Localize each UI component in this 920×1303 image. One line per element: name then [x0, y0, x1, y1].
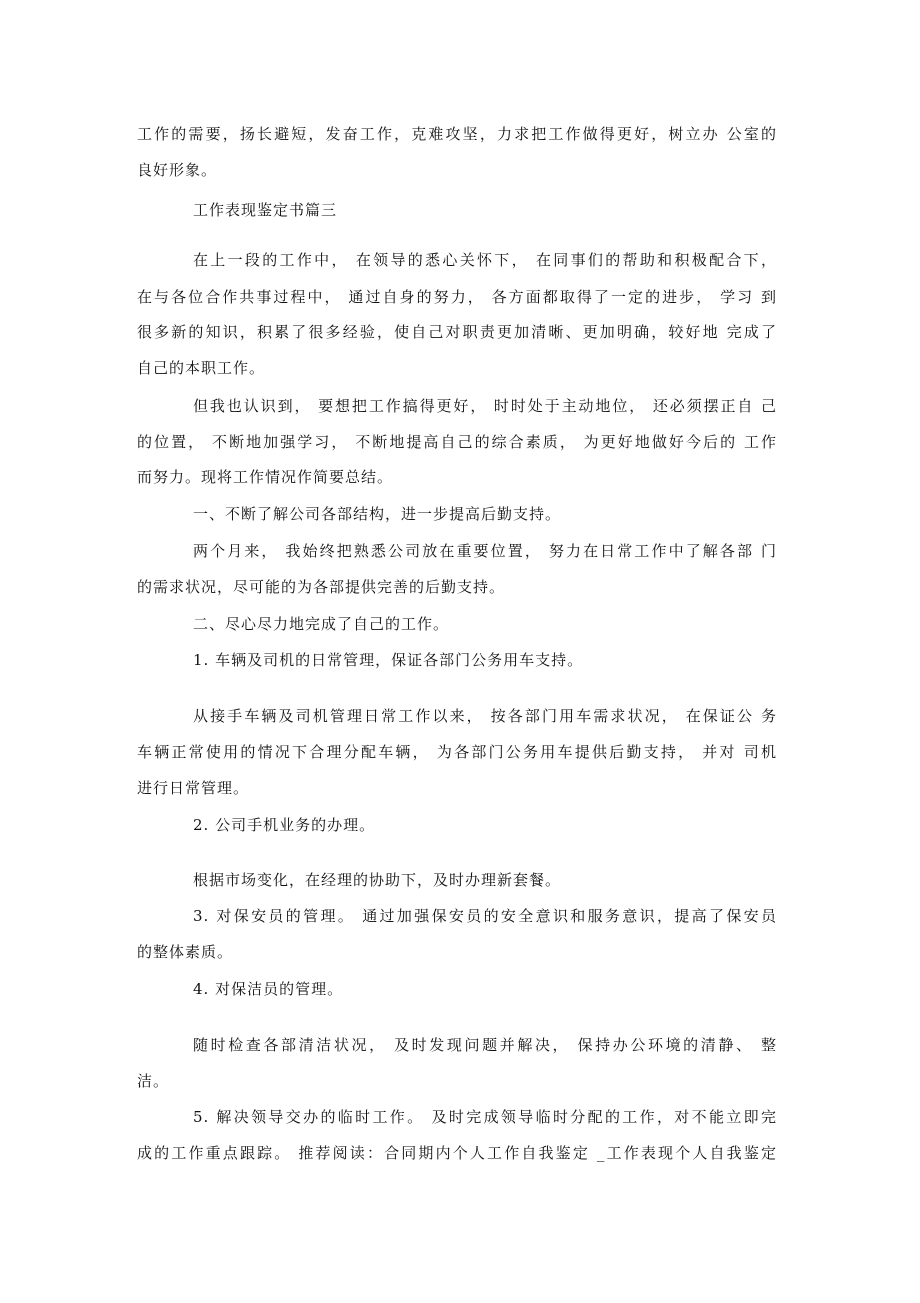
text-line: 的需求状况，尽可能的为各部提供完善的后勤支持。	[137, 578, 506, 596]
text-line: 自己的本职工作。	[137, 359, 266, 377]
text-line: 随时检查各部清洁状况， 及时发现问题并解决， 保持办公环境的清静、 整	[193, 1036, 777, 1054]
text-line: 在上一段的工作中， 在领导的悉心关怀下， 在同事们的帮助和积极配合下，	[193, 251, 777, 269]
text-line: 很多新的知识，积累了很多经验，使自己对职责更加清晰、更加明确，较好地 完成了	[137, 323, 777, 341]
text-line: 的位置， 不断地加强学习， 不断地提高自己的综合素质， 为更好地做好今后的 工作	[137, 433, 777, 451]
section-heading: 一、不断了解公司各部结构，进一步提高后勤支持。	[193, 505, 562, 523]
list-item: 5. 解决领导交办的临时工作。 及时完成领导临时分配的工作，对不能立即完	[193, 1108, 777, 1126]
text-line: 进行日常管理。	[137, 779, 250, 797]
list-item: 4. 对保洁员的管理。	[193, 980, 344, 998]
list-item: 1. 车辆及司机的日常管理，保证各部门公务用车支持。	[193, 651, 584, 669]
text-line: 从接手车辆及司机管理日常工作以来， 按各部门用车需求状况， 在保证公 务	[193, 707, 777, 725]
text-line: 但我也认识到， 要想把工作搞得更好， 时时处于主动地位， 还必须摆正自 己	[193, 397, 777, 415]
text-line: 的整体素质。	[137, 943, 234, 961]
text-line: 成的工作重点跟踪。 推荐阅读：合同期内个人工作自我鉴定 _工作表现个人自我鉴定	[137, 1144, 777, 1162]
text-line: 根据市场变化，在经理的协助下，及时办理新套餐。	[193, 871, 562, 889]
text-line: 工作的需要，扬长避短，发奋工作，克难攻坚，力求把工作做得更好，树立办 公室的	[137, 125, 777, 143]
text-line: 洁。	[137, 1072, 170, 1090]
section-heading: 工作表现鉴定书篇三	[193, 201, 338, 219]
text-line: 良好形象。	[137, 161, 218, 179]
text-line: 两个月来， 我始终把熟悉公司放在重要位置， 努力在日常工作中了解各部 门	[193, 542, 777, 560]
list-item: 2. 公司手机业务的办理。	[193, 816, 376, 834]
list-item: 3. 对保安员的管理。 通过加强保安员的安全意识和服务意识，提高了保安员	[193, 907, 777, 925]
text-line: 在与各位合作共事过程中， 通过自身的努力， 各方面都取得了一定的进步， 学习 到	[137, 288, 777, 306]
section-heading: 二、尽心尽力地完成了自己的工作。	[193, 615, 450, 633]
text-line: 车辆正常使用的情况下合理分配车辆， 为各部门公务用车提供后勤支持， 并对 司机	[137, 743, 777, 761]
text-line: 而努力。现将工作情况作简要总结。	[137, 468, 394, 486]
